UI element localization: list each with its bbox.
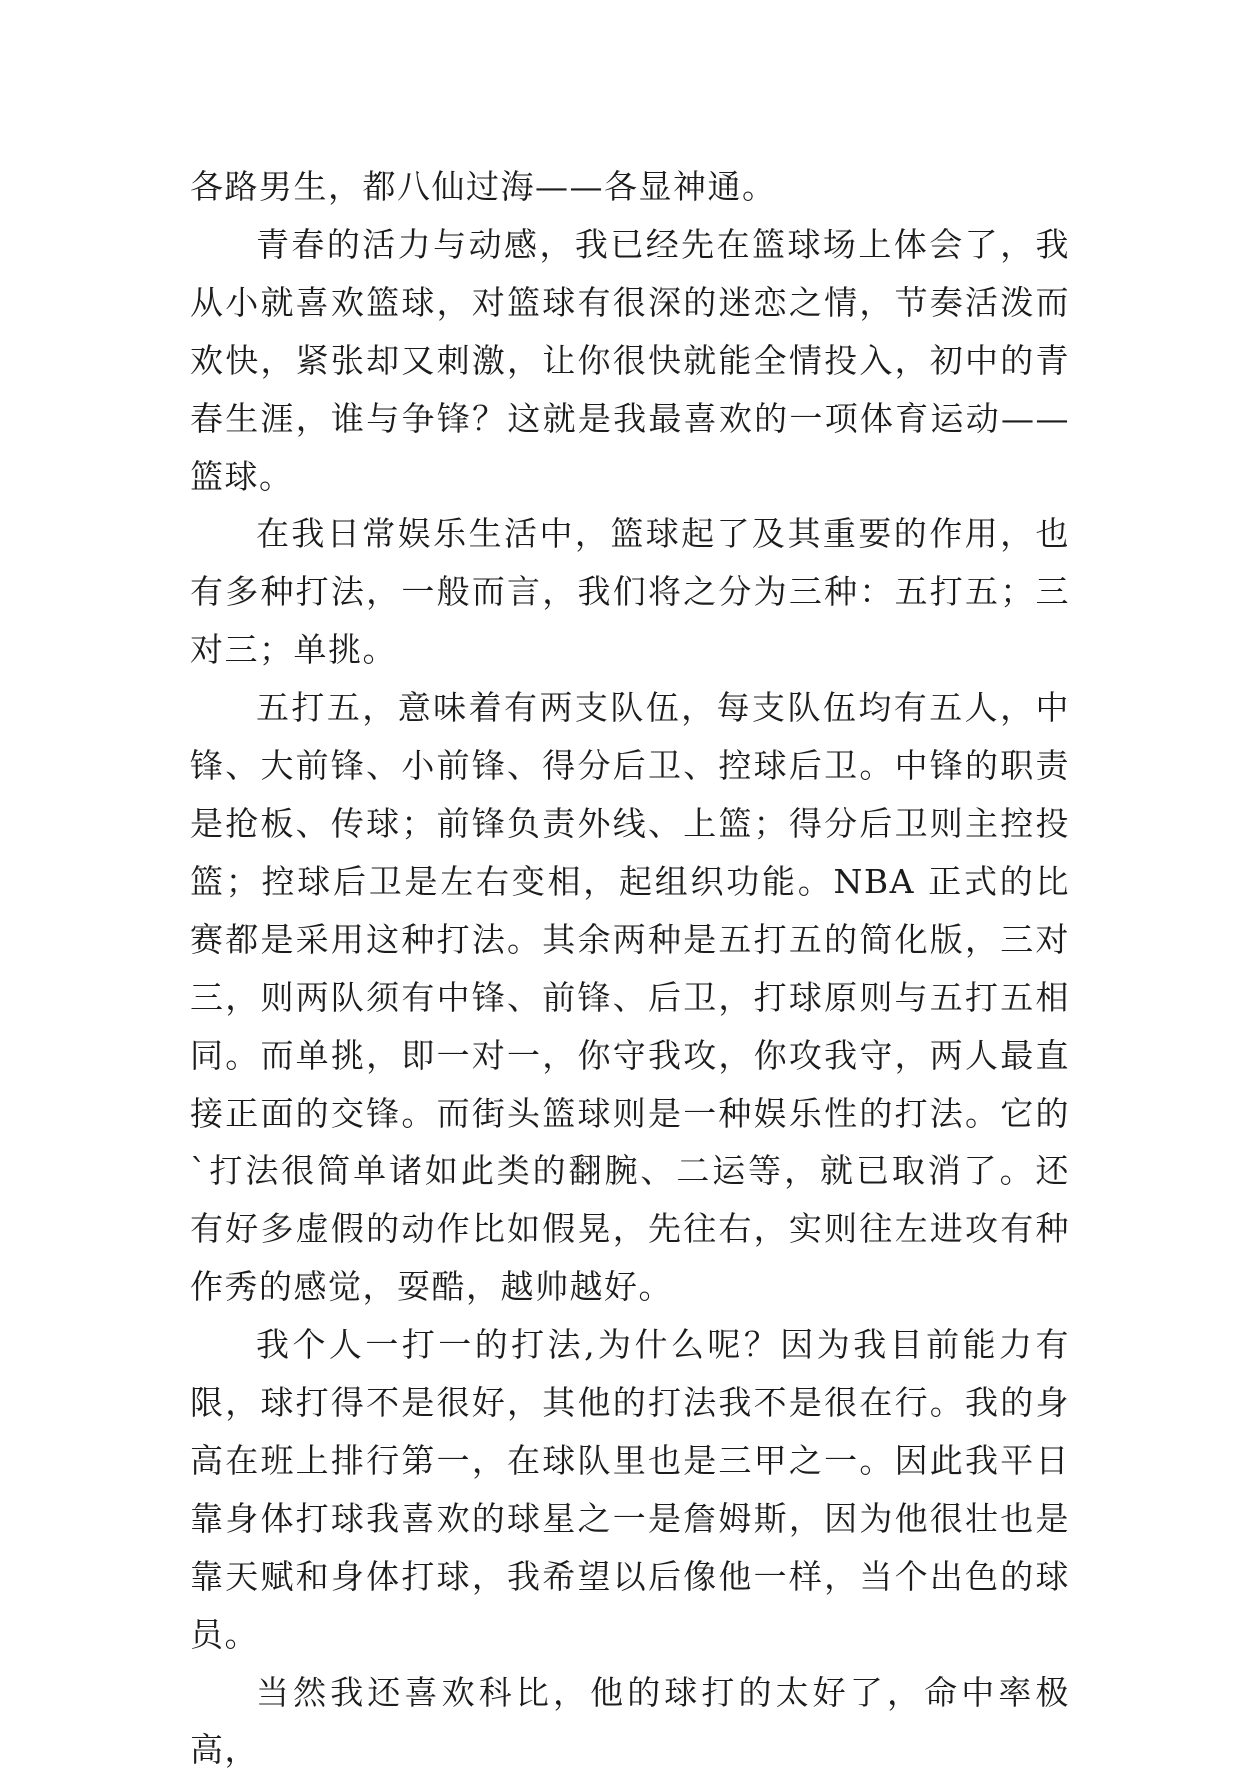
paragraph-youth: 青春的活力与动感，我已经先在篮球场上体会了，我从小就喜欢篮球，对篮球有很深的迷恋之情，节奏活泼而欢快，紧张却又刺激，让你很快就能全情投入，初中的青春生涯，谁与争锋？这就是我最喜欢的一项体育运动——篮球。: [190, 224, 1070, 496]
paragraph-play-styles: 在我日常娱乐生活中，篮球起了及其重要的作用，也有多种打法，一般而言，我们将之分为三种：五打五；三对三；单挑。: [190, 514, 1070, 670]
body-text: [190, 158, 1070, 1779]
paragraph-five-on-five: 五打五，意味着有两支队伍，每支队伍均有五人，中锋、大前锋、小前锋、得分后卫、控球后卫。中锋的职责是抢板、传球；前锋负责外线、上篮；得分后卫则主控投篮；控球后卫是左右变相，起组织功能。NBA 正式的比赛都是采用这种打法。其余两种是五打五的简化版，三对三，则两队须有中锋、前锋、后卫，打球原则与五打五相同。而单挑，即一对一，你守我攻，你攻我守，两人最直接正面的交锋。而街头篮球则是一种娱乐性的打法。它的`打法很简单诸如此类的翻腕、二运等，就已取消了。还有好多虚假的动作比如假晃，先往右，实则往左进攻有种作秀的感觉，耍酷，越帅越好。: [190, 688, 1070, 1307]
paragraph-personal-style: 我个人一打一的打法,为什么呢？因为我目前能力有限，球打得不是很好，其他的打法我不是很在行。我的身高在班上排行第一，在球队里也是三甲之一。因此我平日靠身体打球我喜欢的球星之一是詹姆斯，因为他很壮也是靠天赋和身体打球，我希望以后像他一样，当个出色的球员。: [190, 1325, 1070, 1654]
paragraph-kobe: 当然我还喜欢科比，他的球打的太好了，命中率极高，: [190, 1672, 1070, 1770]
paragraph-continuation: 各路男生，都八仙过海——各显神通。: [190, 167, 777, 206]
